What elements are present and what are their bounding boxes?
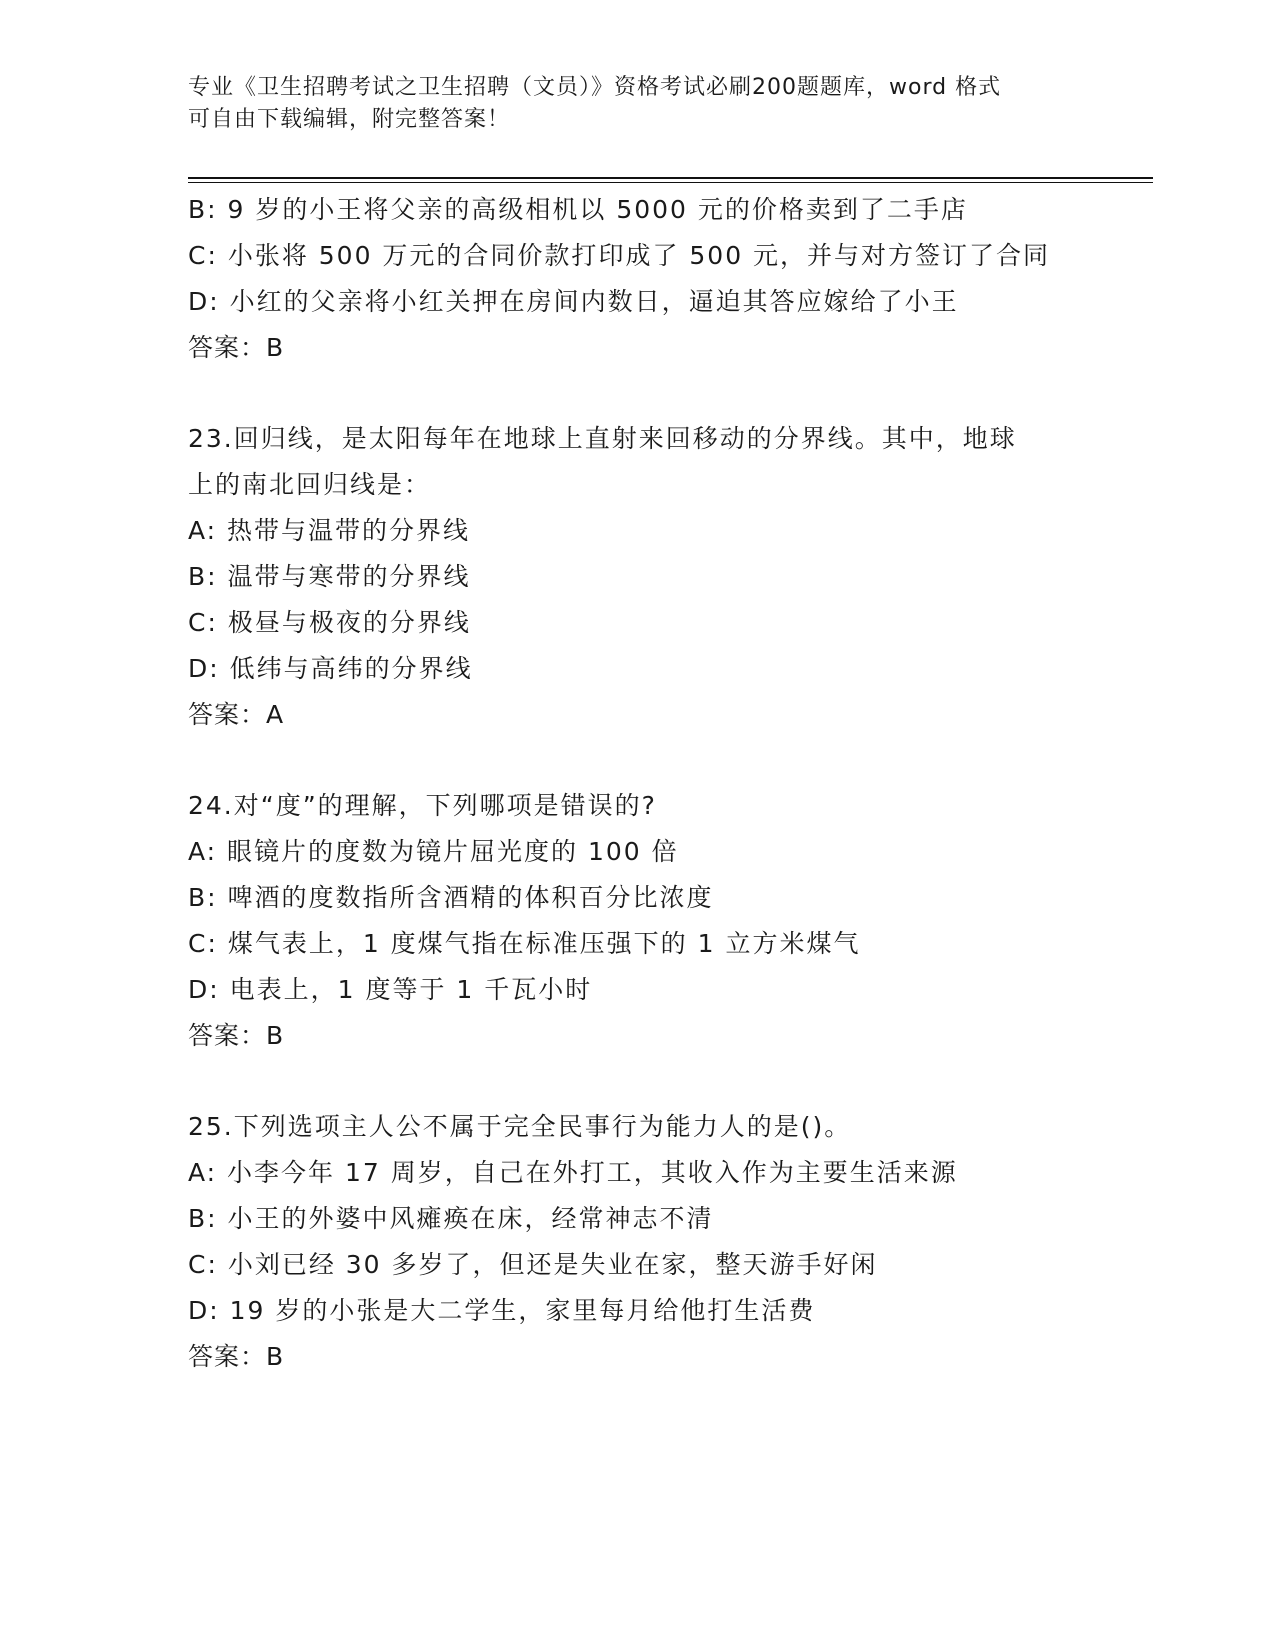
- option-b: B: 啤酒的度数指所含酒精的体积百分比浓度: [188, 883, 714, 912]
- header-divider-thick: [188, 177, 1153, 179]
- spacer: [188, 371, 1148, 416]
- option-c: C: 极昼与极夜的分界线: [188, 608, 471, 637]
- question-24: [188, 783, 1148, 1059]
- answer-line: 答案：B: [188, 1021, 285, 1050]
- answer-line: 答案：B: [188, 333, 285, 362]
- header-title-line-1: 专业《卫生招聘考试之卫生招聘（文员）》资格考试必刷200题题库，word 格式: [188, 75, 1002, 100]
- document-header: [188, 72, 1088, 136]
- header-title-line-2: 可自由下载编辑，附完整答案！: [188, 107, 511, 132]
- question-list: [188, 187, 1148, 1380]
- option-c: C: 煤气表上，1 度煤气指在标准压强下的 1 立方米煤气: [188, 929, 861, 958]
- question-stem: 23.回归线，是太阳每年在地球上直射来回移动的分界线。其中，地球: [188, 424, 1017, 453]
- option-c: C: 小刘已经 30 多岁了，但还是失业在家，整天游手好闲: [188, 1250, 878, 1279]
- question-22-fragment: [188, 187, 1148, 371]
- option-a: A: 小李今年 17 周岁，自己在外打工，其收入作为主要生活来源: [188, 1158, 958, 1187]
- option-d: D: 电表上，1 度等于 1 千瓦小时: [188, 975, 593, 1004]
- option-d: D: 小红的父亲将小红关押在房间内数日，逼迫其答应嫁给了小王: [188, 287, 959, 316]
- option-a: A: 眼镜片的度数为镜片屈光度的 100 倍: [188, 837, 679, 866]
- question-23: [188, 416, 1148, 738]
- header-divider-thin: [188, 182, 1153, 183]
- question-stem: 上的南北回归线是：: [188, 470, 432, 499]
- question-stem: 25.下列选项主人公不属于完全民事行为能力人的是()。: [188, 1112, 852, 1141]
- option-d: D: 19 岁的小张是大二学生，家里每月给他打生活费: [188, 1296, 816, 1325]
- option-b: B: 9 岁的小王将父亲的高级相机以 5000 元的价格卖到了二手店: [188, 195, 968, 224]
- spacer: [188, 1059, 1148, 1104]
- option-b: B: 温带与寒带的分界线: [188, 562, 471, 591]
- spacer: [188, 738, 1148, 783]
- question-stem: 24.对“度”的理解，下列哪项是错误的?: [188, 791, 657, 820]
- question-25: [188, 1104, 1148, 1380]
- option-b: B: 小王的外婆中风瘫痪在床，经常神志不清: [188, 1204, 714, 1233]
- answer-line: 答案：A: [188, 700, 285, 729]
- answer-line: 答案：B: [188, 1342, 285, 1371]
- option-c: C: 小张将 500 万元的合同价款打印成了 500 元，并与对方签订了合同: [188, 241, 1051, 270]
- option-a: A: 热带与温带的分界线: [188, 516, 471, 545]
- option-d: D: 低纬与高纬的分界线: [188, 654, 473, 683]
